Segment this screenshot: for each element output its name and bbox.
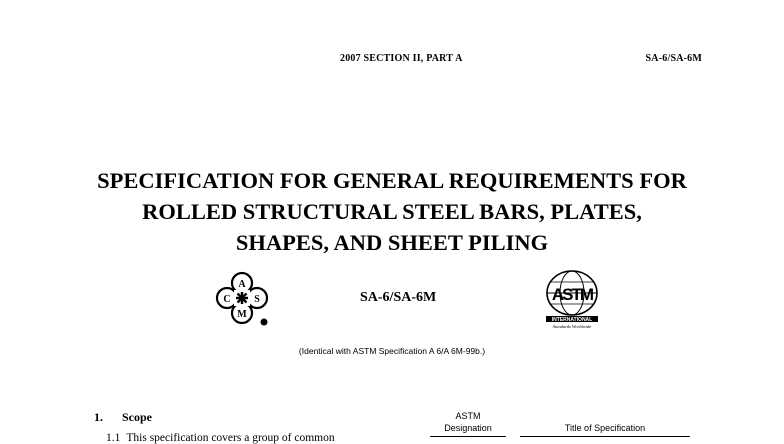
running-header-section: 2007 SECTION II, PART A xyxy=(340,53,463,64)
column-rule-title xyxy=(520,436,690,437)
column-header-astm-line2: Designation xyxy=(444,423,492,433)
column-header-astm xyxy=(430,410,506,434)
section-title: Scope xyxy=(122,410,152,424)
astm-logo-icon xyxy=(542,268,602,330)
svg-text:S: S xyxy=(254,294,260,305)
svg-text:ASTM: ASTM xyxy=(551,285,593,304)
section-number: 1. xyxy=(94,410,103,424)
column-rule-astm xyxy=(430,436,506,437)
specification-code: SA-6/SA-6M xyxy=(360,290,437,305)
title-line-1: SPECIFICATION FOR GENERAL REQUIREMENTS FOR xyxy=(97,168,687,193)
astm-logo-text: INTERNATIONAL xyxy=(551,317,593,323)
svg-text:M: M xyxy=(237,309,247,320)
asme-logo-icon xyxy=(214,270,270,328)
running-header-code: SA-6/SA-6M xyxy=(645,53,702,64)
identical-note: (Identical with ASTM Specification A 6/A 6M-99b.) xyxy=(298,346,486,356)
column-header-astm-line1: ASTM xyxy=(455,411,481,421)
svg-text:C: C xyxy=(223,294,231,305)
svg-text:A: A xyxy=(238,279,246,290)
document-title xyxy=(0,165,784,258)
title-line-2: ROLLED STRUCTURAL STEEL BARS, PLATES, xyxy=(142,199,642,224)
paragraph-1-1 xyxy=(106,432,335,444)
column-header-title: Title of Specification xyxy=(564,423,646,433)
title-line-3: SHAPES, AND SHEET PILING xyxy=(235,230,549,255)
paragraph-number: 1.1 xyxy=(106,432,121,444)
paragraph-text: This specification covers a group of common xyxy=(126,432,335,444)
astm-logo-subtext: Standards Worldwide xyxy=(552,324,592,329)
